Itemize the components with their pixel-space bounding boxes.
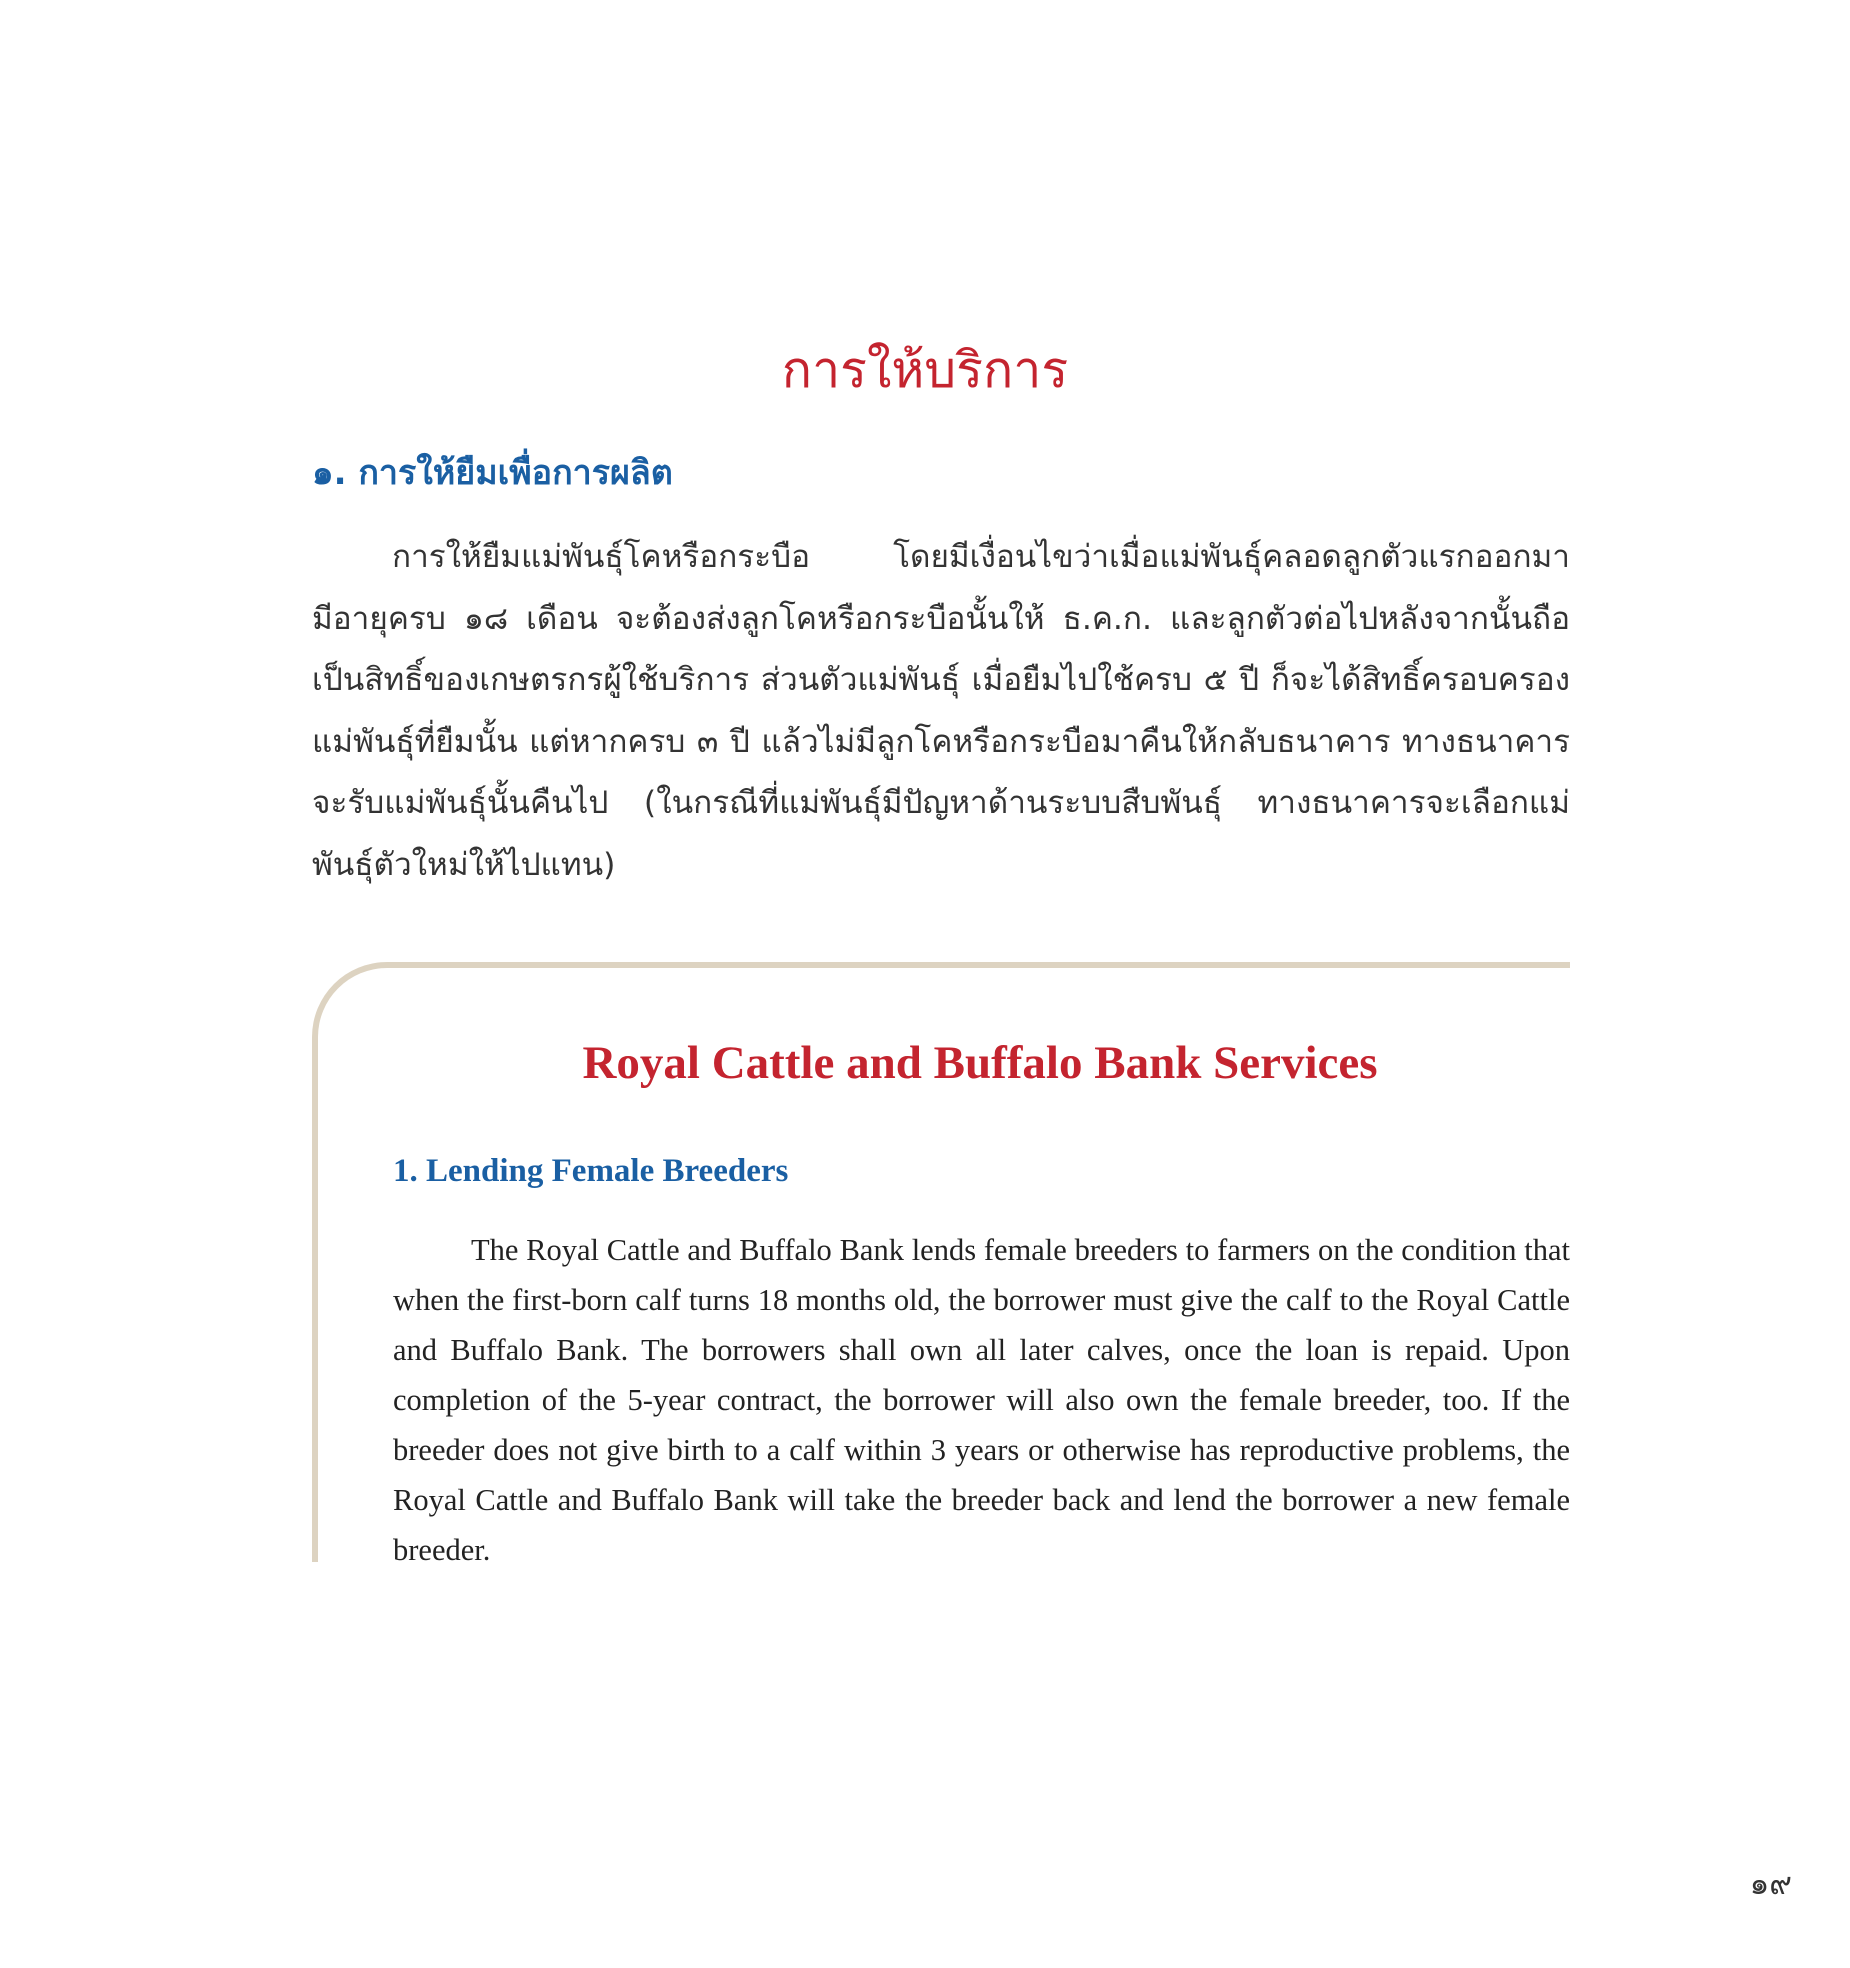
thai-section-heading: ๑. การให้ยืมเพื่อการผลิต [312,453,673,493]
thai-page-title: การให้บริการ [781,341,1069,399]
english-page-title: Royal Cattle and Buffalo Bank Services [582,1037,1378,1089]
english-section-heading: 1. Lending Female Breeders [393,1153,789,1189]
english-paragraph: The Royal Cattle and Buffalo Bank lends female breeders to farmers on the condition that when the first-born calf turns 18 months old, the borrower must give the calf to the Royal Cattle and Buffalo Bank. The borrowers shall own all later calves, once the loan is repaid. Upon completion of the 5-year contract, the borrower will also own the female breeder, too. If the breeder does not give birth to a calf within 3 years or otherwise has reproductive problems, the Royal Cattle and Buffalo Bank will take the breeder back and lend the borrower a new female breeder. [393,1233,1570,1567]
page-number: ๑๙ [1749,1866,1792,1902]
thai-paragraph: การให้ยืมแม่พันธุ์โคหรือกระบือ โดยมีเงื่อนไขว่าเมื่อแม่พันธุ์คลอดลูกตัวแรกออกมามีอายุครบ ๑๘ เดือน จะต้องส่งลูกโคหรือกระบือนั้นให้ ธ.ค.ก. และลูกตัวต่อไปหลังจากนั้นถือเป็นสิทธิ์ของเกษตรกรผู้ใช้บริการ ส่วนตัวแม่พันธุ์ เมื่อยืมไปใช้ครบ ๕ ปี ก็จะได้สิทธิ์ครอบครองแม่พันธุ์ที่ยืมนั้น แต่หากครบ ๓ ปี แล้วไม่มีลูกโคหรือกระบือมาคืนให้กลับธนาคาร ทางธนาคารจะรับแม่พันธุ์นั้นคืนไป (ในกรณีที่แม่พันธุ์มีปัญหาด้านระบบสืบพันธุ์ ทางธนาคารจะเลือกแม่พันธุ์ตัวใหม่ให้ไปแทน) [312,539,1570,883]
